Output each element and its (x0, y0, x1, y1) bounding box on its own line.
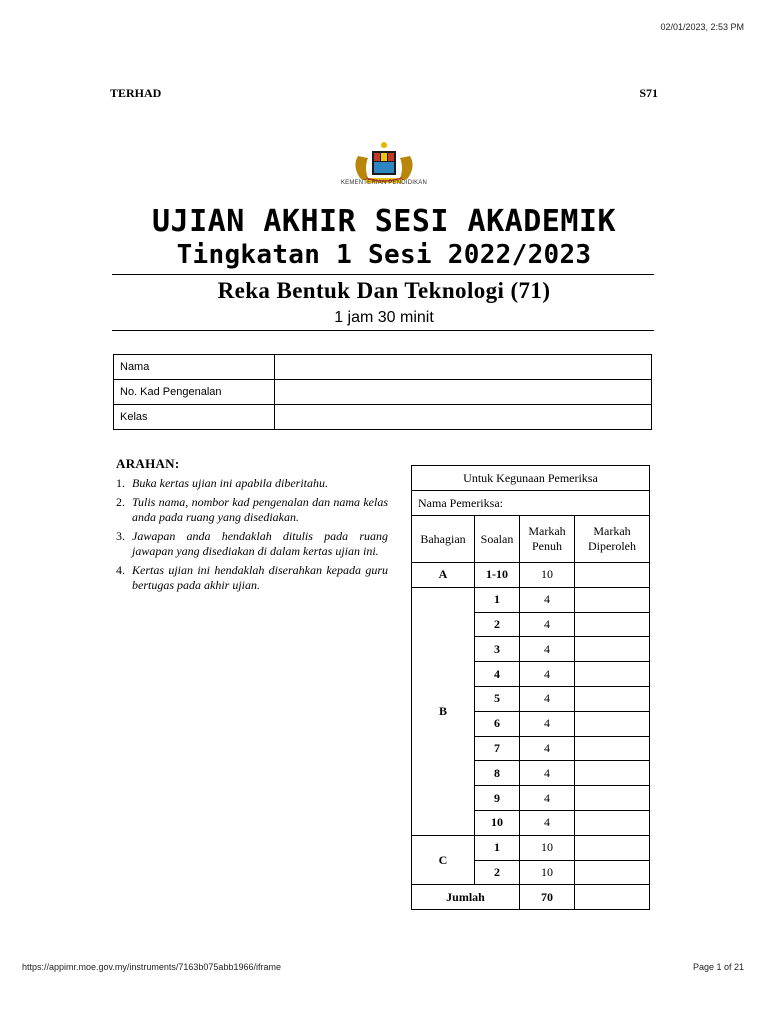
instructions-list (116, 476, 388, 593)
name-label: Nama (114, 355, 275, 380)
full-marks: 10 (520, 860, 575, 885)
print-url: https://appimr.moe.gov.my/instruments/7163b075abb1966/iframe (22, 962, 281, 972)
examiner-table-title: Untuk Kegunaan Pemeriksa (412, 466, 650, 491)
instruction-text: Kertas ujian ini hendaklah diserahkan kepada guru bertugas pada akhir ujian. (132, 563, 388, 592)
examiner-name-label: Nama Pemeriksa: (412, 491, 650, 516)
instruction-item (116, 476, 388, 491)
instruction-number: 1. (116, 476, 125, 490)
col-header-marks-obtained: Markah Diperoleh (575, 516, 650, 563)
question-number: 8 (475, 761, 520, 786)
question-number: 7 (475, 736, 520, 761)
full-marks: 4 (520, 662, 575, 687)
marks-obtained-cell[interactable] (575, 686, 650, 711)
full-marks: 10 (520, 835, 575, 860)
marks-obtained-cell[interactable] (575, 612, 650, 637)
section-a-label: A (412, 563, 475, 588)
class-label: Kelas (114, 405, 275, 430)
title-divider-bottom (112, 330, 654, 331)
marks-obtained-cell[interactable] (575, 810, 650, 835)
marks-obtained-cell[interactable] (575, 860, 650, 885)
col-header-section: Bahagian (412, 516, 475, 563)
question-number: 1 (475, 835, 520, 860)
question-number: 4 (475, 662, 520, 687)
ic-label: No. Kad Pengenalan (114, 380, 275, 405)
marks-obtained-cell[interactable] (575, 786, 650, 811)
subject-title: Reka Bentuk Dan Teknologi (71) (217, 278, 551, 303)
ic-field[interactable] (275, 380, 652, 405)
candidate-row-name (114, 355, 652, 380)
candidate-row-ic (114, 380, 652, 405)
page-indicator: Page 1 of 21 (692, 962, 744, 972)
question-number: 1 (475, 587, 520, 612)
full-marks: 4 (520, 637, 575, 662)
full-marks: 4 (520, 686, 575, 711)
marks-obtained-cell[interactable] (575, 637, 650, 662)
instruction-item (116, 495, 388, 525)
instruction-item (116, 529, 388, 559)
question-number: 1-10 (475, 563, 520, 588)
col-header-full-marks: Markah Penuh (520, 516, 575, 563)
classification-label: TERHAD (110, 86, 162, 100)
instruction-item (116, 563, 388, 593)
title-divider-top (112, 274, 654, 275)
question-number: 2 (475, 612, 520, 637)
print-datetime: 02/01/2023, 2:53 PM (660, 22, 744, 32)
instruction-number: 4. (116, 563, 125, 577)
marks-obtained-cell[interactable] (575, 662, 650, 687)
full-marks: 10 (520, 563, 575, 588)
section-c-label: C (412, 835, 475, 885)
total-obtained-cell[interactable] (575, 885, 650, 910)
ministry-name: KEMENTERIAN PENDIDIKAN (340, 180, 428, 186)
section-b-label: B (412, 587, 475, 835)
instructions (116, 456, 388, 597)
instruction-text: Jawapan anda hendaklah ditulis pada ruang jawapan yang disediakan di dalam kertas ujian ini. (132, 529, 388, 558)
question-number: 3 (475, 637, 520, 662)
instruction-text: Buka kertas ujian ini apabila diberitahu. (132, 476, 328, 490)
full-marks: 4 (520, 711, 575, 736)
exam-title: UJIAN AKHIR SESI AKADEMIK (151, 204, 617, 239)
marks-obtained-cell[interactable] (575, 563, 650, 588)
candidate-info-table (113, 354, 652, 430)
marks-obtained-cell[interactable] (575, 761, 650, 786)
instruction-number: 3. (116, 529, 125, 543)
candidate-row-class (114, 405, 652, 430)
exam-session: Tingkatan 1 Sesi 2022/2023 (176, 240, 592, 270)
question-number: 2 (475, 860, 520, 885)
full-marks: 4 (520, 587, 575, 612)
table-row (412, 835, 650, 860)
marks-obtained-cell[interactable] (575, 711, 650, 736)
marks-obtained-cell[interactable] (575, 835, 650, 860)
question-number: 6 (475, 711, 520, 736)
instructions-title: ARAHAN: (116, 456, 180, 471)
total-row (412, 885, 650, 910)
exam-duration: 1 jam 30 minit (334, 309, 434, 326)
col-header-question: Soalan (475, 516, 520, 563)
full-marks: 4 (520, 786, 575, 811)
instruction-text: Tulis nama, nombor kad pengenalan dan nama kelas anda pada ruang yang disediakan. (132, 495, 388, 524)
full-marks: 4 (520, 736, 575, 761)
table-row (412, 563, 650, 588)
full-marks: 4 (520, 612, 575, 637)
class-field[interactable] (275, 405, 652, 430)
total-label: Jumlah (412, 885, 520, 910)
table-row (412, 587, 650, 612)
full-marks: 4 (520, 810, 575, 835)
examiner-table (411, 465, 650, 910)
total-marks: 70 (520, 885, 575, 910)
marks-obtained-cell[interactable] (575, 587, 650, 612)
paper-code: S71 (639, 86, 658, 100)
question-number: 9 (475, 786, 520, 811)
question-number: 10 (475, 810, 520, 835)
name-field[interactable] (275, 355, 652, 380)
marks-obtained-cell[interactable] (575, 736, 650, 761)
full-marks: 4 (520, 761, 575, 786)
instruction-number: 2. (116, 495, 125, 509)
question-number: 5 (475, 686, 520, 711)
